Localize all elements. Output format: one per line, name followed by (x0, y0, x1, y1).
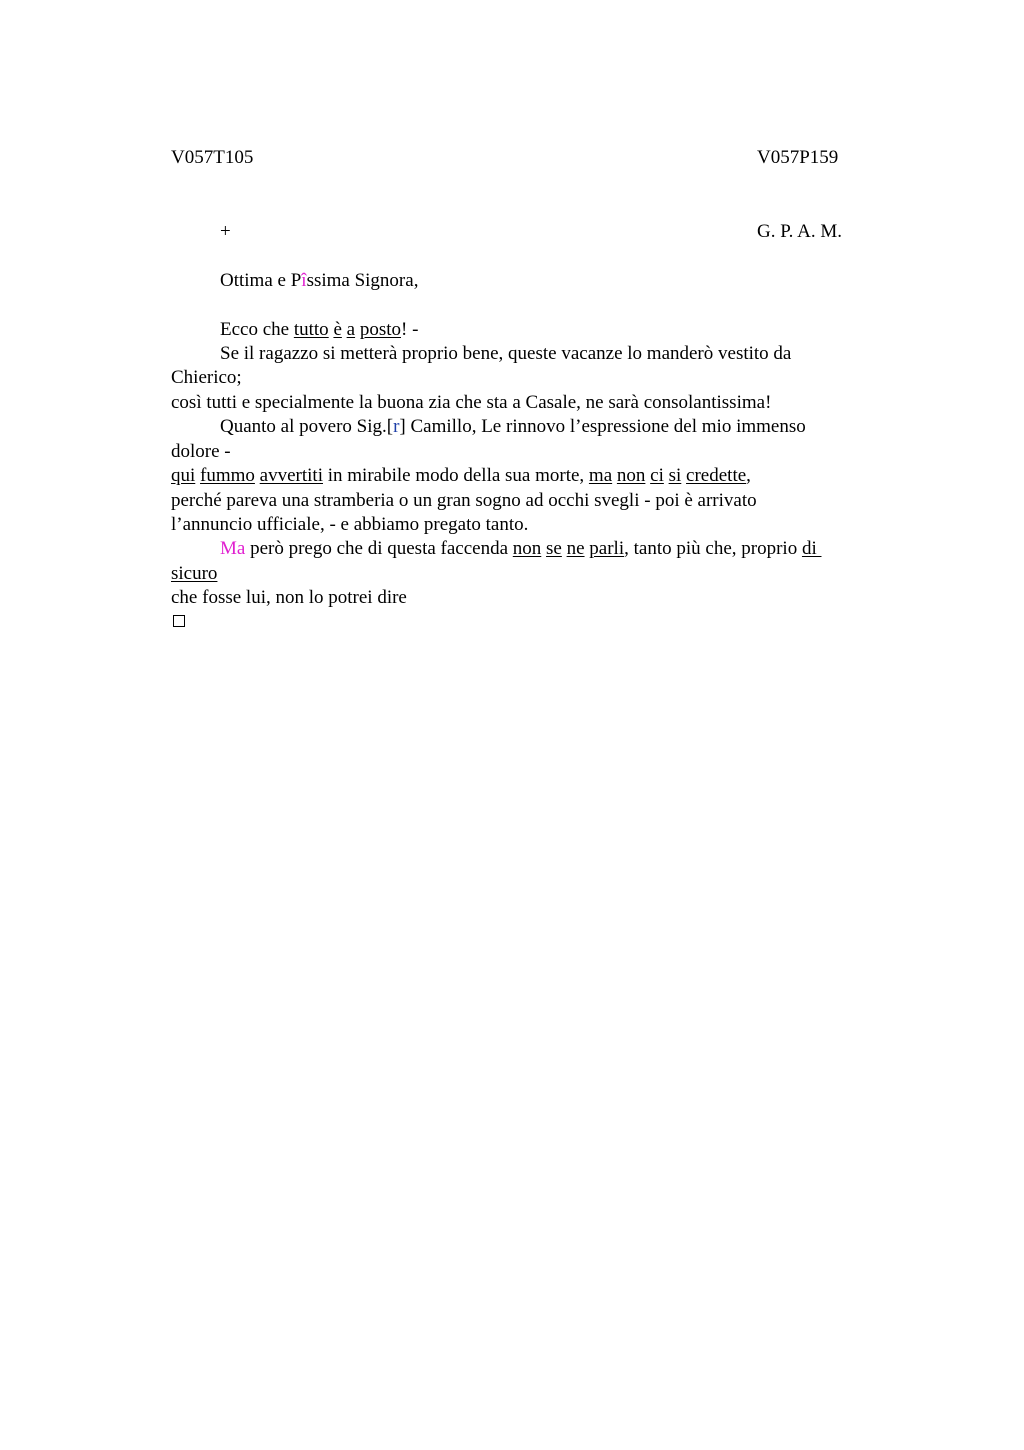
body-line-10 (220, 537, 821, 561)
salutation (220, 269, 418, 293)
underlined-word: a (346, 319, 356, 340)
body-line-9: l’annuncio ufficiale, - e abbiamo pregato tanto. (171, 514, 529, 535)
salutation-text-end: ssima Signora, (306, 270, 419, 291)
cross-symbol: + (220, 221, 231, 242)
underlined-word: qui (171, 465, 196, 486)
editorial-mark: Ma (220, 538, 246, 559)
body-line-8: perché pareva una stramberia o un gran sogno ad occhi svegli - poi è arrivato (171, 490, 757, 511)
underlined-word: ne (566, 538, 585, 559)
salutation-text-start: Ottima e P (220, 270, 302, 291)
underlined-word: se (546, 538, 562, 559)
underlined-word: fummo (200, 465, 255, 486)
underlined-word: avvertiti (259, 465, 323, 486)
text-span: però prego che di questa faccenda (245, 538, 513, 559)
body-line-5 (220, 415, 806, 439)
body-line-12: che fosse lui, non lo potrei dire (171, 587, 407, 608)
text-span: Ecco che (220, 319, 294, 340)
underlined-word: non (616, 465, 646, 486)
underlined-word: credette (686, 465, 747, 486)
end-of-text-box-icon (173, 615, 185, 627)
text-span: , (746, 465, 751, 486)
underlined-word: non (512, 538, 542, 559)
text-span: Quanto al povero Sig.[ (220, 416, 394, 437)
underlined-word: sicuro (171, 563, 218, 584)
underlined-word: ma (588, 465, 613, 486)
document-code-right: V057P159 (757, 147, 839, 168)
initials-heading: G. P. A. M. (757, 221, 842, 242)
body-line-6: dolore - (171, 441, 231, 462)
document-code-left: V057T105 (171, 147, 254, 168)
text-span: in mirabile modo della sua morte, (322, 465, 589, 486)
underlined-word: è (333, 319, 342, 340)
underlined-word: posto (359, 319, 401, 340)
underlined-word: si (668, 465, 682, 486)
body-line-4: così tutti e specialmente la buona zia che sta a Casale, ne sarà consolantissima! (171, 392, 772, 413)
salutation-marked-char: î (301, 270, 307, 291)
body-line-2: Se il ragazzo si metterà proprio bene, queste vacanze lo manderò vestito da (220, 343, 792, 364)
body-line-1 (220, 318, 418, 342)
underlined-word: tutto (293, 319, 329, 340)
body-line-7 (171, 464, 751, 488)
underlined-word: ci (650, 465, 664, 486)
underlined-word: parli (589, 538, 625, 559)
body-line-3: Chierico; (171, 367, 242, 388)
text-span: , tanto più che, proprio (624, 538, 802, 559)
editorial-mark: r (393, 416, 400, 437)
text-span: ! - (401, 319, 419, 340)
underlined-word: di (801, 538, 822, 559)
text-span: ] Camillo, Le rinnovo l’espressione del mio immenso (399, 416, 806, 437)
body-line-11 (171, 562, 217, 586)
